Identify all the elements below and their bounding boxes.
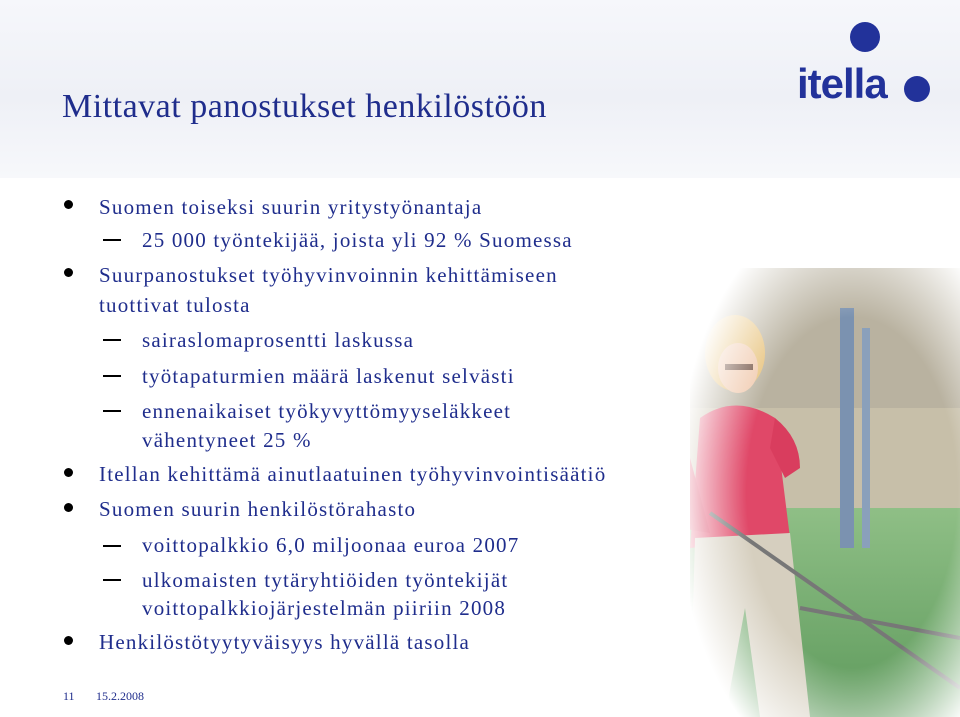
sub-bullet-dash: [103, 339, 121, 341]
sub-bullet-dash: [103, 239, 121, 241]
sub-bullet-item-continuation: vähentyneet 25 %: [142, 428, 312, 452]
slide-date: 15.2.2008: [96, 689, 144, 703]
sub-bullet-dash: [103, 545, 121, 547]
bullet-item: Henkilöstötyytyväisyys hyvällä tasolla: [99, 630, 471, 654]
sub-bullet-item: ulkomaisten tytäryhtiöiden työntekijät: [142, 568, 509, 592]
bullet-dot: [64, 268, 73, 277]
itella-logo: itella: [797, 60, 887, 107]
bullet-item: Suomen toiseksi suurin yritystyönantaja: [99, 195, 483, 219]
slide-title: Mittavat panostukset henkilöstöön: [62, 88, 547, 125]
bullet-dot: [64, 200, 73, 209]
logo-dot-right: [904, 76, 930, 102]
sub-bullet-item: työtapaturmien määrä laskenut selvästi: [142, 364, 515, 388]
sub-bullet-item: sairaslomaprosentti laskussa: [142, 328, 415, 352]
sub-bullet-dash: [103, 375, 121, 377]
sub-bullet-item: ennenaikaiset työkyvyttömyyseläkkeet: [142, 399, 512, 423]
sub-bullet-item: 25 000 työntekijää, joista yli 92 % Suomessa: [142, 228, 573, 252]
logo-dot-top: [850, 22, 880, 52]
bullet-item: Itellan kehittämä ainutlaatuinen työhyvinvointisäätiö: [99, 462, 607, 486]
bullet-item: Suurpanostukset työhyvinvoinnin kehittämiseen: [99, 263, 558, 287]
bullet-dot: [64, 636, 73, 645]
bullet-item: Suomen suurin henkilöstörahasto: [99, 497, 417, 521]
sub-bullet-item-continuation: voittopalkkiojärjestelmän piiriin 2008: [142, 596, 507, 620]
page-number: 11: [63, 689, 75, 703]
sub-bullet-dash: [103, 410, 121, 412]
bullet-dot: [64, 503, 73, 512]
sub-bullet-item: voittopalkkio 6,0 miljoonaa euroa 2007: [142, 533, 520, 557]
photo-woman-nordic-walking: [690, 268, 960, 717]
bullet-dot: [64, 468, 73, 477]
sub-bullet-dash: [103, 579, 121, 581]
bullet-item-continuation: tuottivat tulosta: [99, 293, 251, 317]
